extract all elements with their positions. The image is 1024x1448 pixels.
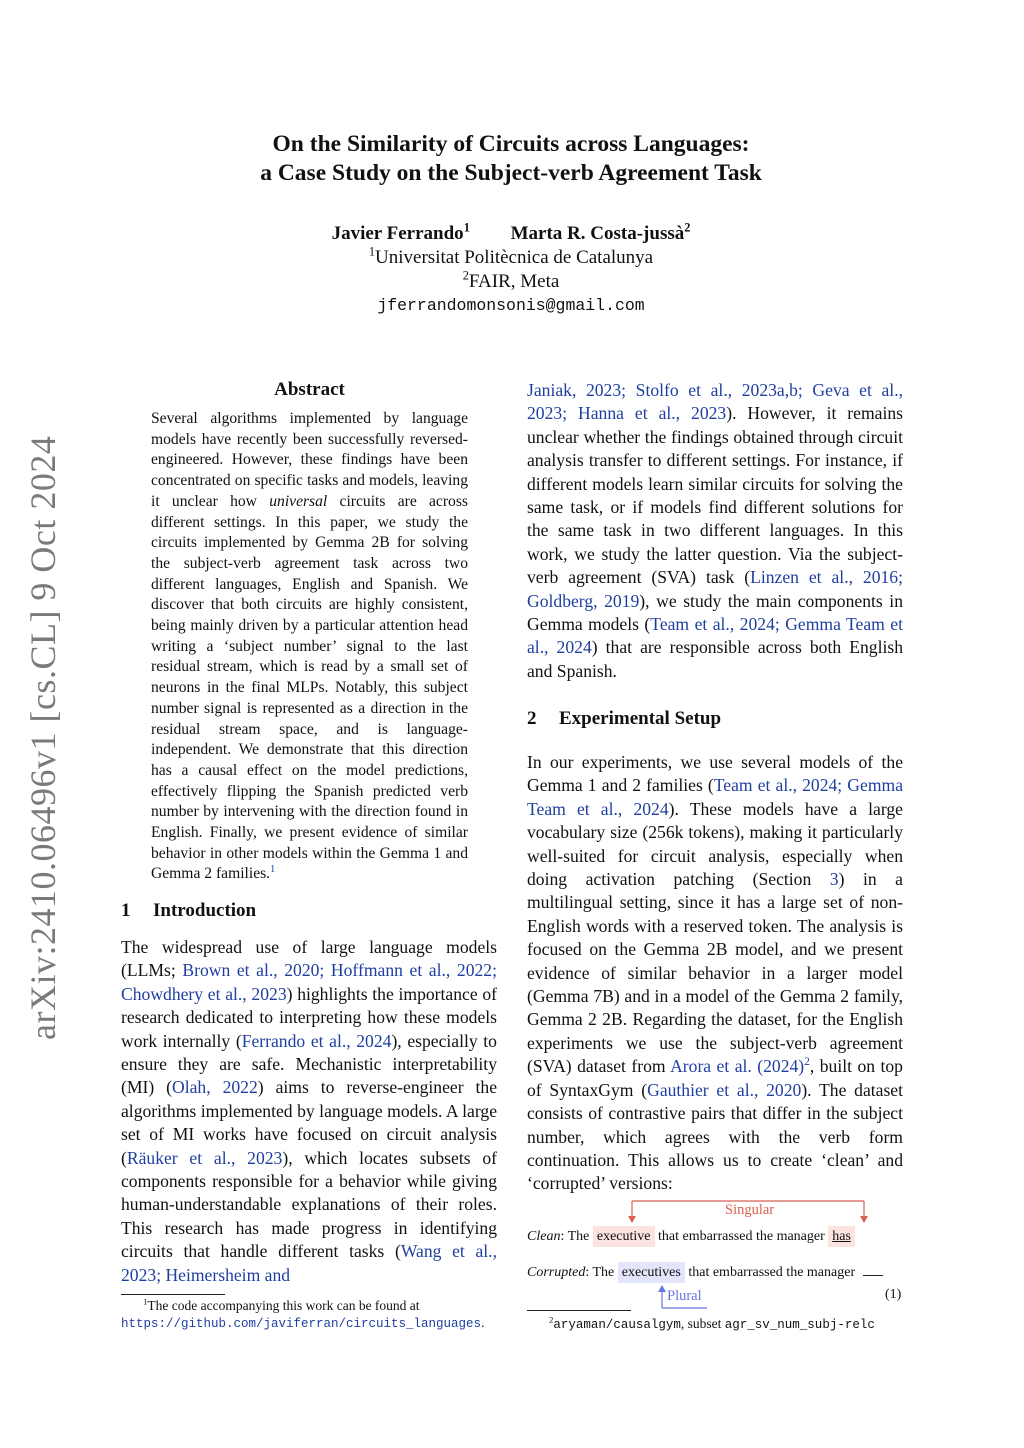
clean-verb: has [828,1226,855,1247]
author-names [120,222,902,246]
section-2-heading: 2 Experimental Setup [527,708,722,729]
citation-llms[interactable]: Brown et al., 2020; Hoffmann et al., 2022; Chowdhery et al., 2023 [121,960,497,1004]
citation-olah[interactable]: Olah, 2022 [172,1077,258,1098]
author-2: Marta R. Costa-jussà$^2$ [510,220,691,244]
title-line-2: a Case Study on the Subject-verb Agreement Task [260,160,762,186]
citation-wang-heimersheim[interactable]: Wang et al., 2023; Heimersheim and [121,1241,497,1285]
footnote-2: $^2$aryaman/causalgym, subset agr_sv_num_subj-relc [549,1314,875,1332]
citation-gauthier[interactable]: Gauthier et al., 2020 [647,1079,802,1100]
author-block [120,222,902,318]
citation-arora[interactable]: Arora et al. (2024) [670,1056,805,1077]
section-1-heading: 1 Introduction [121,900,257,921]
citation-linzen-goldberg[interactable]: Linzen et al., 2016; Goldberg, 2019 [527,567,903,611]
title-line-1: On the Similarity of Circuits across Languages: [272,131,750,157]
code-repo-link[interactable]: https://github.com/javiferran/circuits_languages [121,1317,482,1331]
citation-janiak-stolfo-geva-hanna[interactable]: Janiak, 2023; Stolfo et al., 2023a,b; Geva et al., 2023; Hanna et al., 2023 [527,380,903,424]
blank-verb [863,1275,883,1276]
singular-label: Singular [721,1202,778,1219]
footnote-1-link[interactable]: 1 [270,864,276,876]
affiliation-2: $^2$FAIR, Meta [462,268,560,292]
abstract-text: Several algorithms implemented by language models have recently been successfully reversed-engineered. However, these findings have been concentrated on specific tasks and models, leaving it unclear how universal circuits are across different settings. In this paper, we study the circuits implemented by Gemma 2B for solving the subject-verb agreement task across two different languages, English and Spanish. We discover that both circuits are highly consistent, being mainly driven by a particular attention head writing a ‘subject number’ signal to the last residual stream, which is read by a small set of neurons in the final MLPs. Notably, this subject number signal is represented as a direction in the residual stream space, and is language-independent. We demonstrate that this direction has a causal effect on the model predictions, effectively flipping the Spanish predicted verb number by intervening with the direction found in English. Finally, we present evidence of similar behavior in other models within the Gemma 1 and Gemma 2 families.$^1$ [151,410,468,883]
arxiv-identifier: arXiv:2410.06496v1 [cs.CL] 9 Oct 2024 [23,435,63,1040]
paper-title [120,130,902,188]
citation-gemma-team[interactable]: Team et al., 2024; Gemma Team et al., 2024 [527,614,904,658]
plural-label: Plural [667,1288,702,1304]
equation-number: (1) [885,1287,902,1302]
corrupted-example: Corrupted: The executives that embarrassed the manager [527,1265,883,1281]
section-2-body: In our experiments, we use several models of the Gemma 1 and 2 families (Team et al., 2024; Gemma Team et al., 2024). These models have a large vocabulary size (256k tokens), making it particularly well-suited for circuit analysis, especially when doing activation patching (Section 3) in a multilingual setting, since it has a large set of non-English words with a reserved token. The analysis is focused on the Gemma 2B model, and we present evidence of similar behavior in a larger model (Gemma 7B) and in a model of the Gemma 2 family, Gemma 2 2B. Regarding the dataset, for the English experiments we use the subject-verb agreement (SVA) dataset from Arora et al. $(2024)^2$, built on top of SyntaxGym (Gauthier et al., 2020). The dataset consists of contrastive pairs that differ in the subject number, which agrees with the verb form continuation. This allows us to create ‘clean’ and ‘corrupted’ versions: [527,752,904,1194]
author-1: Javier Ferrando$^1$ [331,220,470,244]
citation-ferrando[interactable]: Ferrando et al., 2024 [241,1030,392,1051]
section-1-body: The widespread use of large language models (LLMs; Brown et al., 2020; Hoffmann et al., 2022; Chowdhery et al., 2023) highlights the importance of research dedicated to interpreting how these models work internally (Ferrando et al., 2024), especially to ensure they are safe. Mechanistic interpretability (MI) (Olah, 2022) aims to reverse-engineer the algorithms implemented by language models. A large set of MI works have focused on circuit analysis (Räuker et al., 2023), which locates subsets of components responsible for a behavior while giving human-understandable explanations of their roles. This research has made progress in identifying circuits that handle different tasks (Wang et al., 2023; Heimersheim and [121,937,498,1285]
citation-rauker[interactable]: Räuker et al., 2023 [126,1147,283,1168]
author-email[interactable]: jferrandomonsonis@gmail.com [377,296,645,315]
abstract-heading: Abstract [274,379,345,400]
abstract-emphasis: universal [269,492,328,510]
clean-example: Clean: The executive that embarrassed the manager has [527,1229,855,1245]
footnote-rule-left [121,1294,225,1295]
section-3-ref[interactable]: 3 [829,869,839,890]
affiliation-1: $^1$Universitat Politècnica de Catalunya [368,244,654,268]
footnote-rule-right [527,1310,631,1311]
corrupted-subject: executives [618,1262,685,1283]
clean-subject: executive [593,1226,655,1247]
footnote-1: $^1$The code accompanying this work can be found at https://github.com/javiferran/circuits_languages. [121,1296,485,1331]
intro-continued-body: Janiak, 2023; Stolfo et al., 2023a,b; Geva et al., 2023; Hanna et al., 2023). However, it remains unclear whether the findings obtained through circuit analysis transfer to different settings. For instance, if different models learn similar circuits for solving the same task, or if models find different solutions for the same task in two different languages. In this work, we study the latter question. Via the subject-verb agreement (SVA) task (Linzen et al., 2016; Goldberg, 2019), we study the main components in Gemma models (Team et al., 2024; Gemma Team et al., 2024) that are responsible across both English and Spanish. [527,380,904,681]
citation-team-gemma[interactable]: Team et al., 2024; Gemma Team et al., 2024 [527,775,904,819]
footnote-2-link[interactable]: 2 [804,1056,810,1069]
